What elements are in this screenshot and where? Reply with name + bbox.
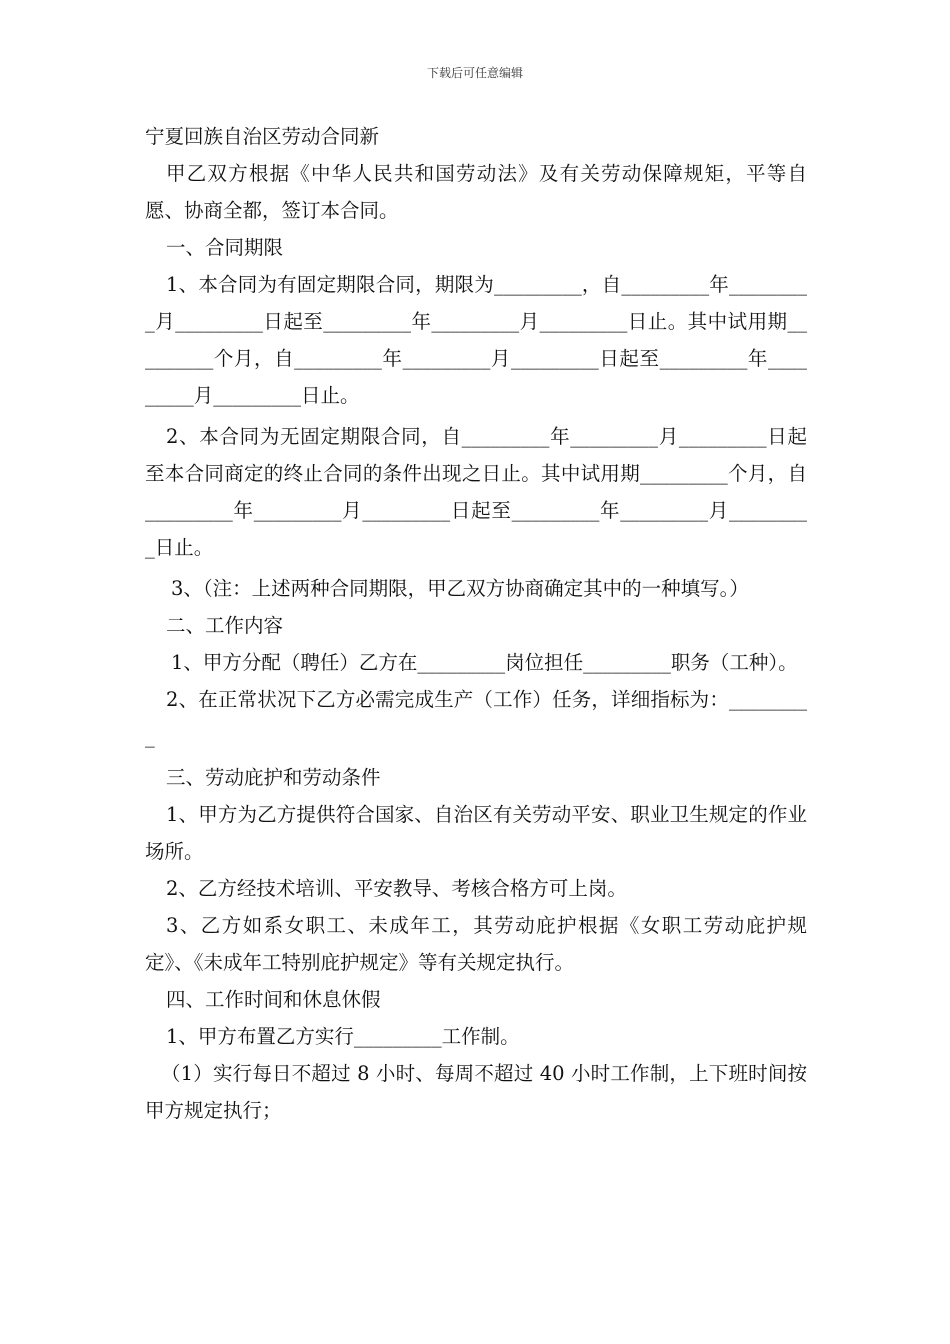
header-note: 下载后可任意编辑	[426, 66, 523, 80]
term-item-1: 1、本合同为有固定期限合同，期限为_________，自_________年_________月_________日起至_________年_________月_________日止。其中试用期_________个月，自_________年_________月_________日起至_________年_________月_________日止。	[145, 273, 807, 407]
work-content-item-2: 2、在正常状况下乙方必需完成生产（工作）任务，详细指标为：_________	[145, 688, 807, 748]
intro-paragraph: 甲乙双方根据《中华人民共和国劳动法》及有关劳动保障规矩，平等自愿、协商全都，签订本合同。	[145, 162, 807, 222]
section-heading-work-content: 二、工作内容	[166, 614, 284, 637]
document-title: 宁夏回族自治区劳动合同新	[145, 125, 380, 148]
protection-item-3: 3、乙方如系女职工、未成年工，其劳动庇护根据《女职工劳动庇护规定》、《未成年工特别庇护规定》等有关规定执行。	[145, 914, 807, 974]
term-item-3: 3、（注：上述两种合同期限，甲乙双方协商确定其中的一种填写。）	[171, 577, 749, 600]
protection-item-2: 2、乙方经技术培训、平安教导、考核合格方可上岗。	[166, 877, 627, 900]
document-body	[145, 118, 807, 1129]
protection-item-1: 1、甲方为乙方提供符合国家、自治区有关劳动平安、职业卫生规定的作业场所。	[145, 803, 807, 863]
work-content-item-1: 1、甲方分配（聘任）乙方在_________岗位担任_________职务（工种）。	[171, 651, 798, 674]
section-heading-term: 一、合同期限	[166, 236, 284, 259]
section-heading-protection: 三、劳动庇护和劳动条件	[166, 766, 381, 789]
term-item-2: 2、本合同为无固定期限合同，自_________年_________月_________日起至本合同商定的终止合同的条件出现之日止。其中试用期_________个月，自_________年_________月_________日起至_________年_________月_________日止。	[145, 425, 807, 559]
working-hours-item-1-sub-1: （1）实行每日不超过 8 小时、每周不超过 40 小时工作制，上下班时间按甲方规定执行；	[145, 1062, 807, 1122]
section-heading-working-hours: 四、工作时间和休息休假	[166, 988, 381, 1011]
working-hours-item-1: 1、甲方布置乙方实行_________工作制。	[166, 1025, 520, 1048]
